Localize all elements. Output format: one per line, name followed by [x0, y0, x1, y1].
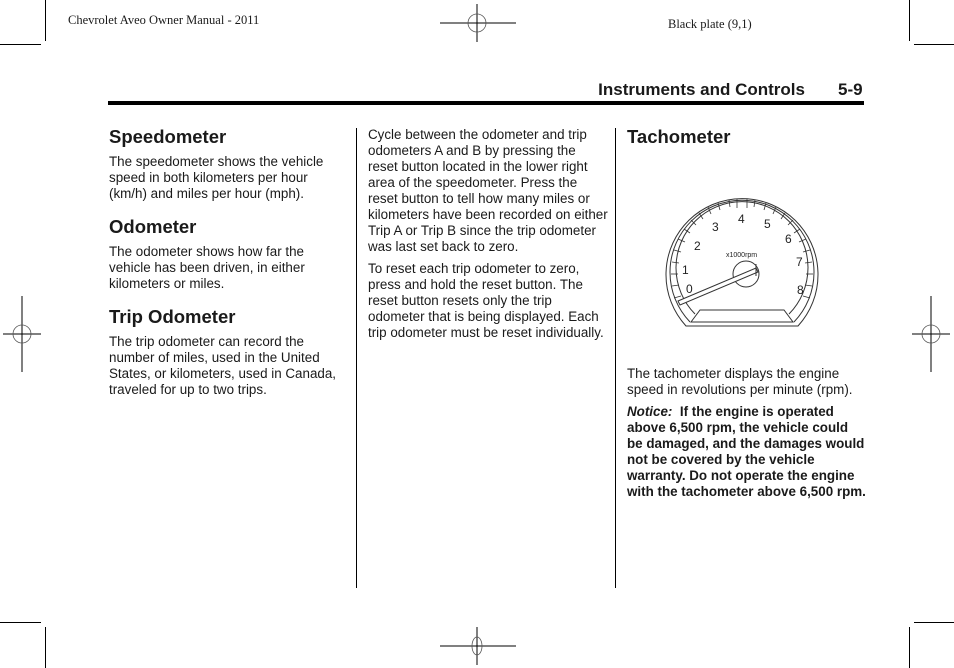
crop-mark-top-right-h — [914, 44, 954, 45]
tachometer-heading: Tachometer — [627, 126, 731, 147]
crop-mark-top-right-v — [909, 0, 910, 41]
trip-odometer-body: The trip odometer can record the number of miles, used in the United States, or kilometers, used in Canada, traveled for up to two trips. — [109, 334, 337, 397]
tachometer-text — [627, 366, 867, 514]
crop-mark-bottom-right-h — [914, 622, 954, 623]
header-rule — [108, 101, 864, 105]
trip-odometer-section — [109, 306, 349, 398]
svg-text:4: 4 — [738, 212, 745, 226]
svg-text:7: 7 — [796, 255, 803, 269]
gauge-unit-label: x1000rpm — [726, 252, 758, 259]
notice-label: Notice: — [627, 404, 673, 419]
odometer-body: The odometer shows how far the vehicle has been driven, in either kilometers or miles. — [109, 244, 305, 291]
column-2 — [368, 127, 608, 347]
crop-mark-top-left-h — [0, 44, 41, 45]
column-1 — [109, 126, 349, 412]
registration-mark-left-icon — [3, 296, 41, 372]
odometer-section — [109, 216, 349, 292]
trip-cycle-paragraph: Cycle between the odometer and trip odometers A and B by pressing the reset button located in the lower right area of the speedometer. Press the reset button to tell how many miles or kilometers have been recorded on either Trip A or Trip B since the trip odometer was last set back to zero. — [368, 127, 608, 254]
speedometer-body: The speedometer shows the vehicle speed in both kilometers per hour (km/h) and miles per hour (mph). — [109, 154, 324, 201]
registration-mark-top-icon — [440, 4, 516, 42]
speedometer-section — [109, 126, 349, 202]
notice-text: If the engine is operated above 6,500 rpm, the vehicle could be damaged, and the damages would not be covered by the vehicle warranty. Do not operate the engine with the tachometer above 6,500 rpm. — [627, 404, 866, 499]
tachometer-gauge-icon — [664, 194, 820, 330]
speedometer-heading: Speedometer — [109, 126, 227, 147]
section-title: Instruments and Controls — [598, 80, 805, 99]
tachometer-notice — [627, 404, 867, 500]
column-divider-1 — [356, 128, 357, 588]
crop-mark-bottom-left-h — [0, 622, 41, 623]
trip-reset-paragraph: To reset each trip odometer to zero, press and hold the reset button. The reset button resets only the trip odometer that is being displayed. Each trip odometer must be reset individually. — [368, 261, 604, 340]
crop-mark-bottom-right-v — [909, 627, 910, 668]
svg-text:6: 6 — [785, 232, 792, 246]
plate-label: Black plate (9,1) — [668, 17, 752, 31]
column-divider-2 — [615, 128, 616, 588]
page-number: 5-9 — [838, 80, 863, 99]
svg-text:8: 8 — [797, 283, 804, 297]
registration-mark-right-icon — [912, 296, 950, 372]
crop-mark-top-left-v — [45, 0, 46, 41]
column-3 — [627, 126, 867, 154]
svg-text:5: 5 — [764, 217, 771, 231]
svg-text:0: 0 — [686, 282, 693, 296]
crop-mark-bottom-left-v — [45, 627, 46, 668]
svg-text:1: 1 — [682, 263, 689, 277]
tachometer-body: The tachometer displays the engine speed in revolutions per minute (rpm). — [627, 366, 853, 397]
svg-text:3: 3 — [712, 220, 719, 234]
manual-title: Chevrolet Aveo Owner Manual - 2011 — [68, 13, 260, 27]
trip-odometer-heading: Trip Odometer — [109, 306, 236, 327]
odometer-heading: Odometer — [109, 216, 197, 237]
svg-text:2: 2 — [694, 239, 701, 253]
registration-mark-bottom-icon — [440, 627, 516, 665]
